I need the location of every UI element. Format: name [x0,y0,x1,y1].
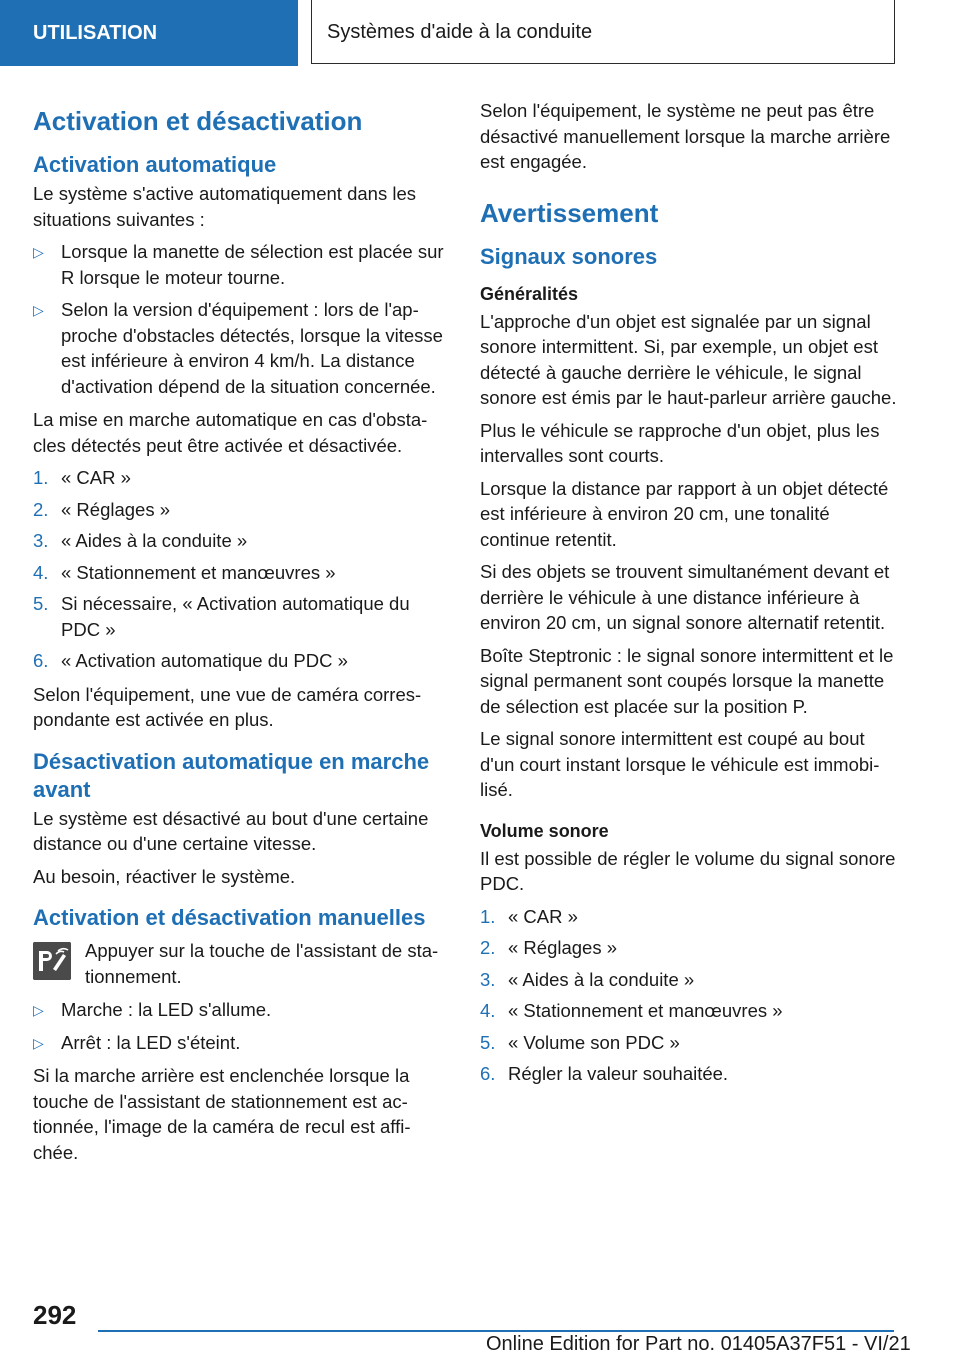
list-item: ▷ Lorsque la manette de sélection est placée sur R lorsque le moteur tourne. [33,241,444,288]
paragraph: La mise en marche automatique en cas d'obstacles détectés peut être activée et désactivée. [33,409,428,456]
paragraph: Selon l'équipement, le système ne peut pas être désactivé manuellement lorsque la marche arrière est engagée. [480,100,891,172]
list-item: 6. « Activation automatique du PDC » [33,650,348,672]
sound-signals-heading: Signaux sonores [480,243,658,269]
manual-activation-heading: Activation et désactivation manuelles [33,905,426,931]
paragraph: Le signal sonore intermittent est coupé au bout d'un court instant lorsque le véhicule est immobilisé. [480,728,880,801]
list-item: 1. « CAR » [33,467,131,489]
step-list [33,465,445,674]
auto-deactivation-heading: Désactivation automatique en marche avant [33,748,430,802]
section-heading: Activation et désactivation [33,106,363,136]
right-column [480,98,898,1095]
paragraph: Appuyer sur la touche de l'assistant de stationnement. [85,940,439,987]
paragraph: Le système s'active automatiquement dans les situations suivantes : [33,183,416,230]
triangle-right-icon: ▷ [33,302,44,319]
list-item: 4. « Stationnement et manœuvres » [480,1000,783,1022]
list-item: 5. « Volume son PDC » [480,1031,680,1053]
list-item: 3. « Aides à la conduite » [33,530,248,552]
parking-assistant-icon [33,942,71,980]
edition-text: Online Edition for Part no. 01405A37F51 - VI/21 [486,1333,911,1355]
footer-divider [98,1330,894,1332]
paragraph: Si des objets se trouvent simultanément devant et derrière le véhicule à une distance inférieure à environ 20 cm, un signal sonore alternatif retentit. [480,561,890,634]
auto-activation-heading: Activation automatique [33,152,277,178]
triangle-right-icon: ▷ [33,1002,44,1019]
list-item: 2. « Réglages » [33,498,171,520]
paragraph: Il est possible de régler le volume du signal sonore PDC. [480,847,896,895]
page-number: 292 [33,1300,77,1330]
list-item: 3. « Aides à la conduite » [480,968,695,990]
left-column [33,98,445,1172]
chapter-tab: Systèmes d'aide à la conduite [311,0,895,64]
general-heading: Généralités [480,283,579,304]
paragraph: Plus le véhicule se rapproche d'un objet, plus les intervalles sont courts. [480,419,880,467]
paragraph: Si la marche arrière est enclenchée lorsque la touche de l'assistant de stationnement est actionnée, l'image de la caméra de recul est affichée. [33,1065,411,1163]
bullet-list [33,997,445,1055]
list-item: 4. « Stationnement et manœuvres » [33,561,336,583]
triangle-right-icon: ▷ [33,1034,44,1051]
paragraph: Le système est désactivé au bout d'une certaine distance ou d'une certaine vitesse. [33,807,429,855]
paragraph: Au besoin, réactiver le système. [33,865,296,887]
page-header [0,0,960,66]
bullet-list [33,239,445,399]
list-item: 2. « Réglages » [480,937,618,959]
section-tab: UTILISATION [0,0,298,66]
paragraph: Lorsque la distance par rapport à un objet détecté est inférieure à environ 20 cm, une tonalité continue retentit. [480,477,889,550]
list-item: ▷ Marche : la LED s'allume. [33,997,445,1023]
warning-heading: Avertissement [480,197,659,228]
paragraph: L'approche d'un objet est signalée par un signal sonore intermittent. Si, par exemple, un objet est détecté à gauche derrière le véhicule, le signal sonore est émis par le haut-parleur arrière gauche. [480,310,897,409]
step-list [480,904,898,1087]
pdc-button-row [33,938,445,989]
list-item: 6. Régler la valeur souhaitée. [480,1063,729,1085]
list-item: 1. « CAR » [480,905,578,927]
paragraph: Boîte Steptronic : le signal sonore intermittent et le signal permanent sont coupés lorsque la manette de sélection est placée sur la position P. [480,644,894,717]
volume-heading: Volume sonore [480,820,609,841]
list-item: ▷ Arrêt : la LED s'éteint. [33,1030,445,1056]
triangle-right-icon: ▷ [33,244,44,261]
list-item: ▷ Selon la version d'équipement : lors de l'approche d'obstacles détectés, lorsque la vitesse est inférieure à environ 4 km/h. La distance d'activation dépend de la situation concernée. [33,299,443,397]
paragraph: Selon l'équipement, une vue de caméra correspondante est activée en plus. [33,683,422,731]
list-item: 5. Si nécessaire, « Activation automatique du PDC » [33,593,410,640]
